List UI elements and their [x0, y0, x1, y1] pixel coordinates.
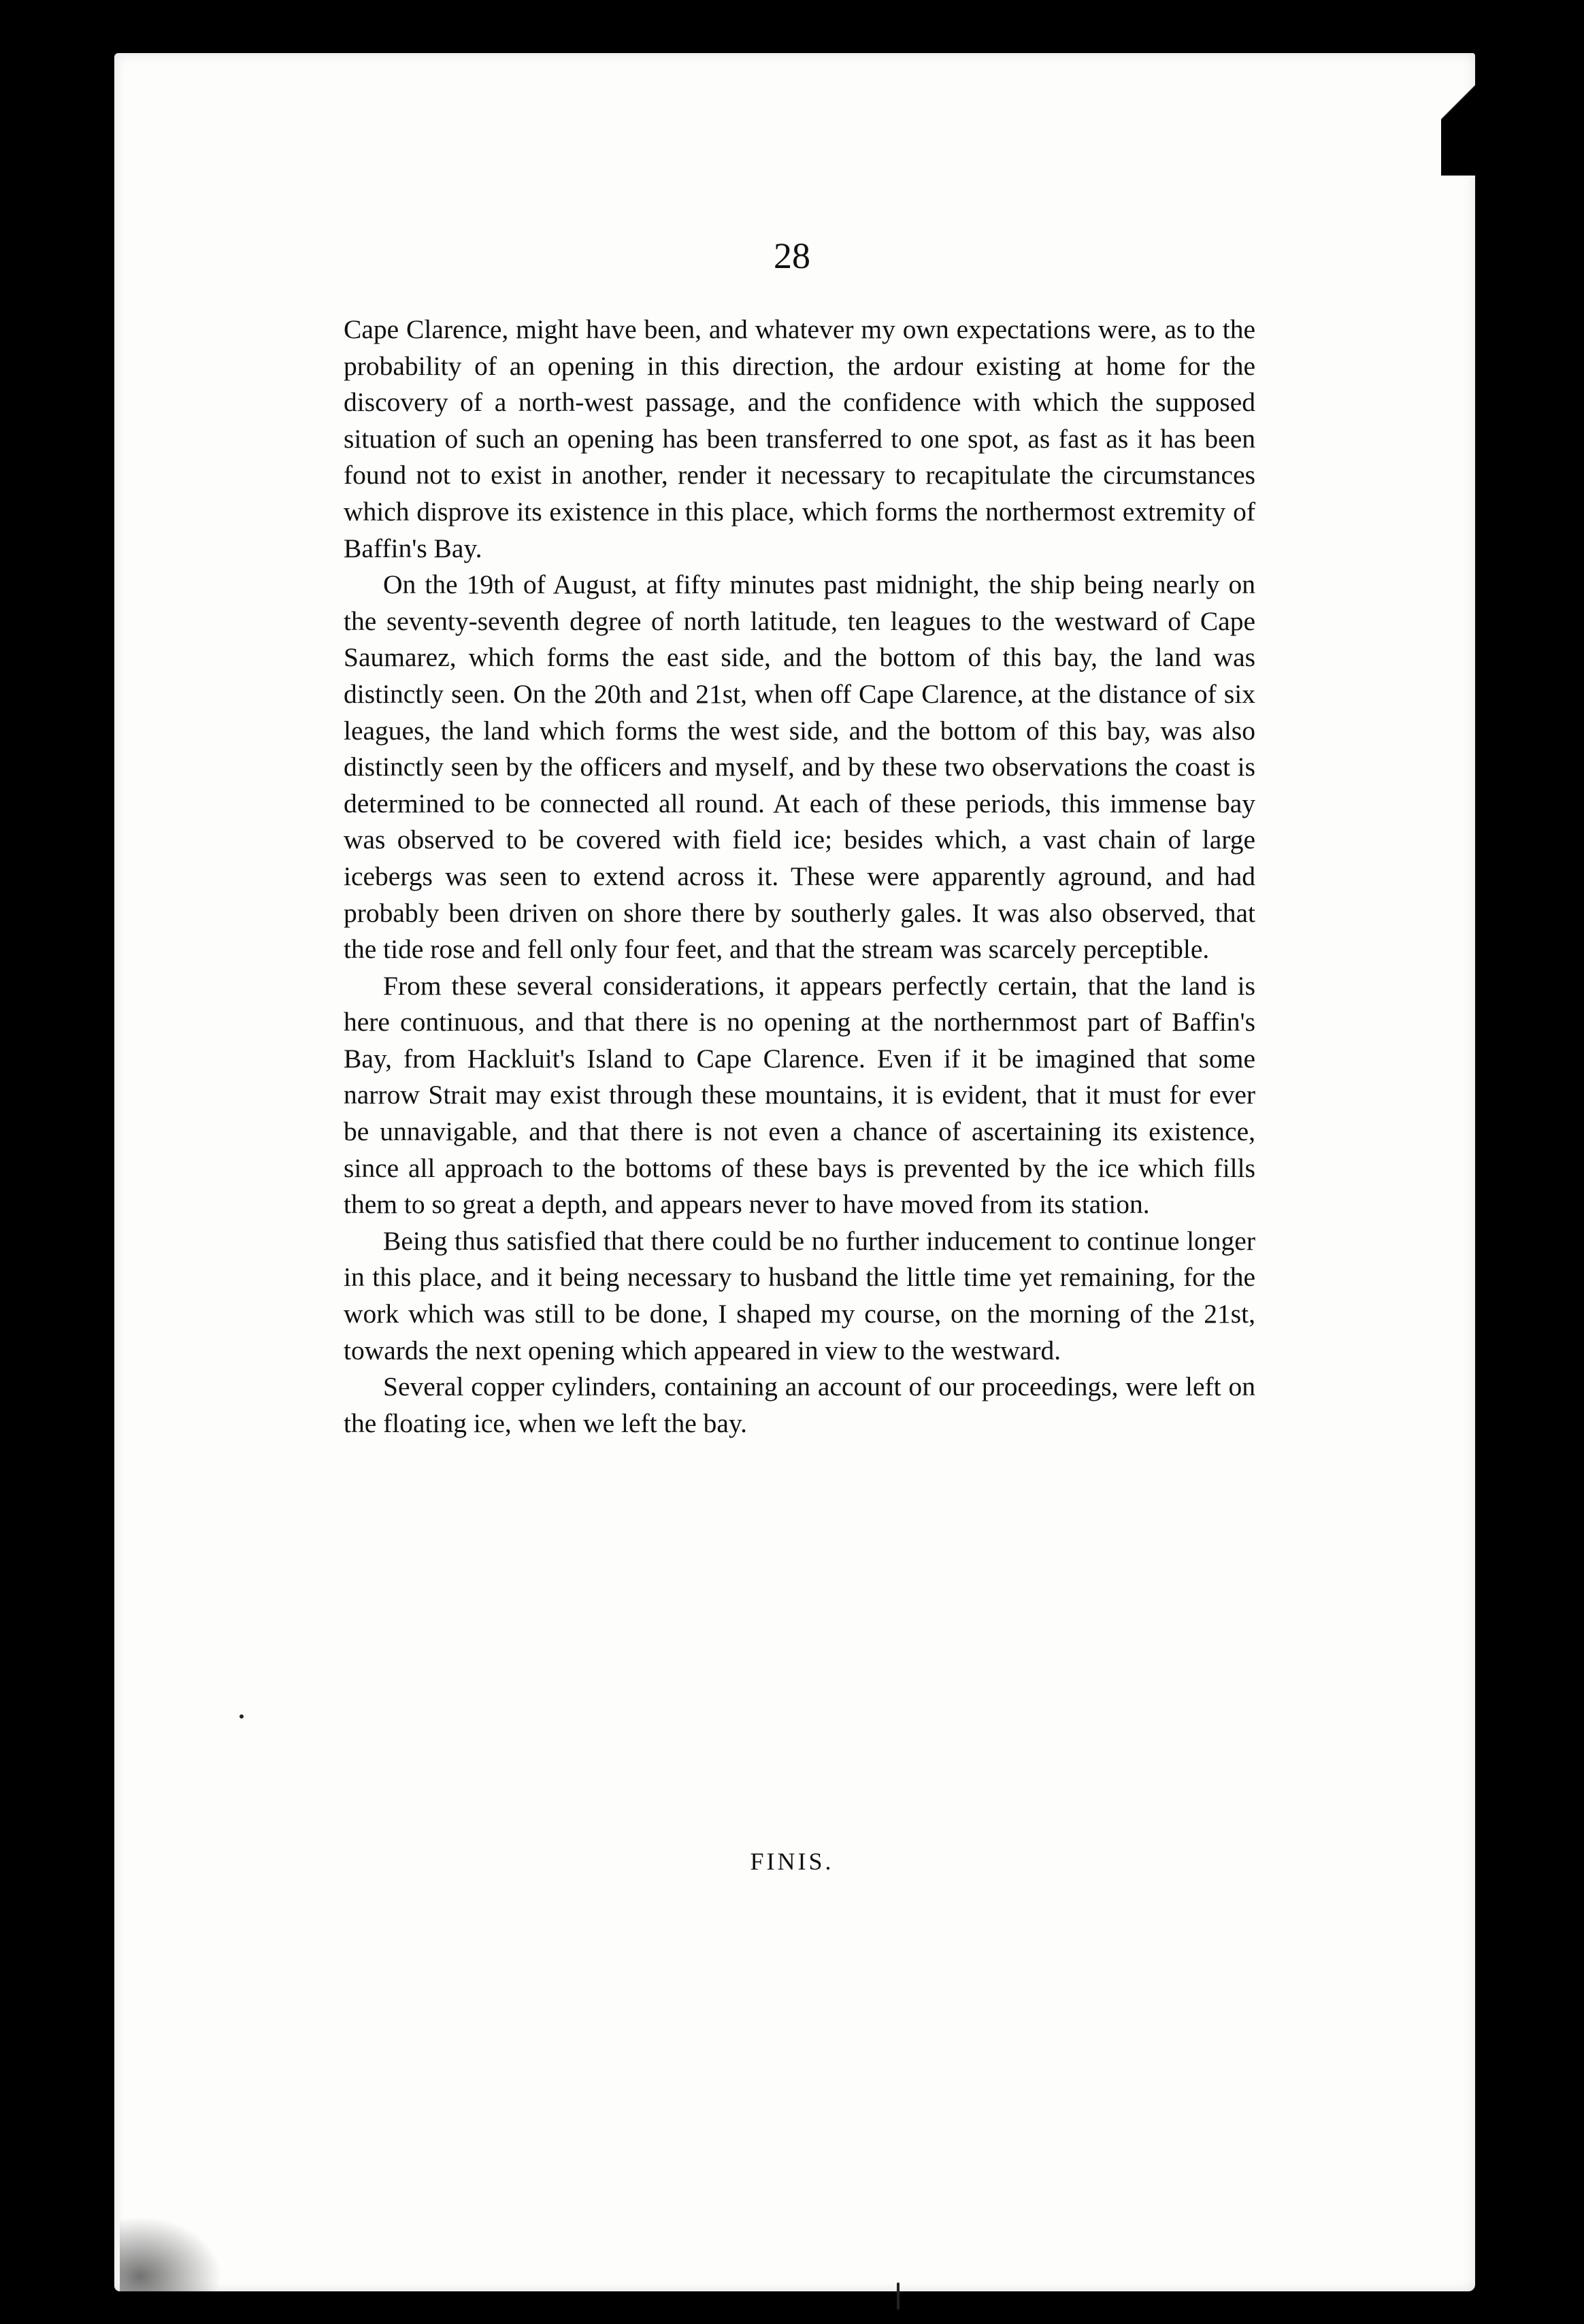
dark-page-edge: [1482, 184, 1584, 1599]
paragraph-3: From these several considerations, it appears perfectly certain, that the land is here continuous, and that there is no opening at the northernmost part of Baffin's Bay, from Hackluit's Island to Cape Clarence. Even if it be imagined that some narrow Strait may exist through these mountains, it is evident, that it must for ever be unnavigable, and that there is not even a chance of ascertaining its existence, since all approach to the bottoms of these bays is prevented by the ice which fills them to so great a depth, and appears never to have moved from its station.: [344, 970, 1255, 1220]
corner-stain: [120, 2217, 222, 2291]
ink-speck: [897, 2282, 900, 2310]
page-number: 28: [774, 235, 810, 276]
finis-heading: FINIS.: [750, 1848, 834, 1875]
paragraph-2: On the 19th of August, at fifty minutes past midnight, the ship being nearly on the seventy-seventh degree of north latitude, ten leagues to the westward of Cape Saumarez, which forms the east side, and the bottom of this bay, the land was distinctly seen. On the 20th and 21st, when off Cape Clarence, at the distance of six leagues, the land which forms the west side, and the bottom of this bay, was also distinctly seen by the officers and myself, and by these two observations the coast is determined to be connected all round. At each of these periods, this immense bay was observed to be covered with field ice; besides which, a vast chain of large icebergs was seen to extend across it. These were apparently aground, and had probably been driven on shore there by southerly gales. It was also observed, that the tide rose and fell only four feet, and that the stream was scarcely perceptible.: [344, 569, 1255, 965]
paragraph-1: Cape Clarence, might have been, and whatever my own expectations were, as to the probability of an opening in this direction, the ardour existing at home for the discovery of a north-west passage, and the confidence with which the supposed situation of such an opening has been transferred to one spot, as fast as it has been found not to exist in another, render it necessary to recapitulate the circumstances which disprove its existence in this place, which forms the northermost extremity of Baffin's Bay.: [344, 314, 1255, 563]
paragraph-5: Several copper cylinders, containing an account of our proceedings, were left on the floating ice, when we left the bay.: [344, 1372, 1255, 1438]
torn-corner: [1441, 53, 1482, 176]
body-text: [344, 312, 1255, 1442]
ink-speck: [240, 1714, 244, 1719]
paragraph-4: Being thus satisfied that there could be no further inducement to continue longer in this place, and it being necessary to husband the little time yet remaining, for the work which was still to be done, I shaped my course, on the morning of the 21st, towards the next opening which appeared in view to the westward.: [344, 1225, 1255, 1365]
